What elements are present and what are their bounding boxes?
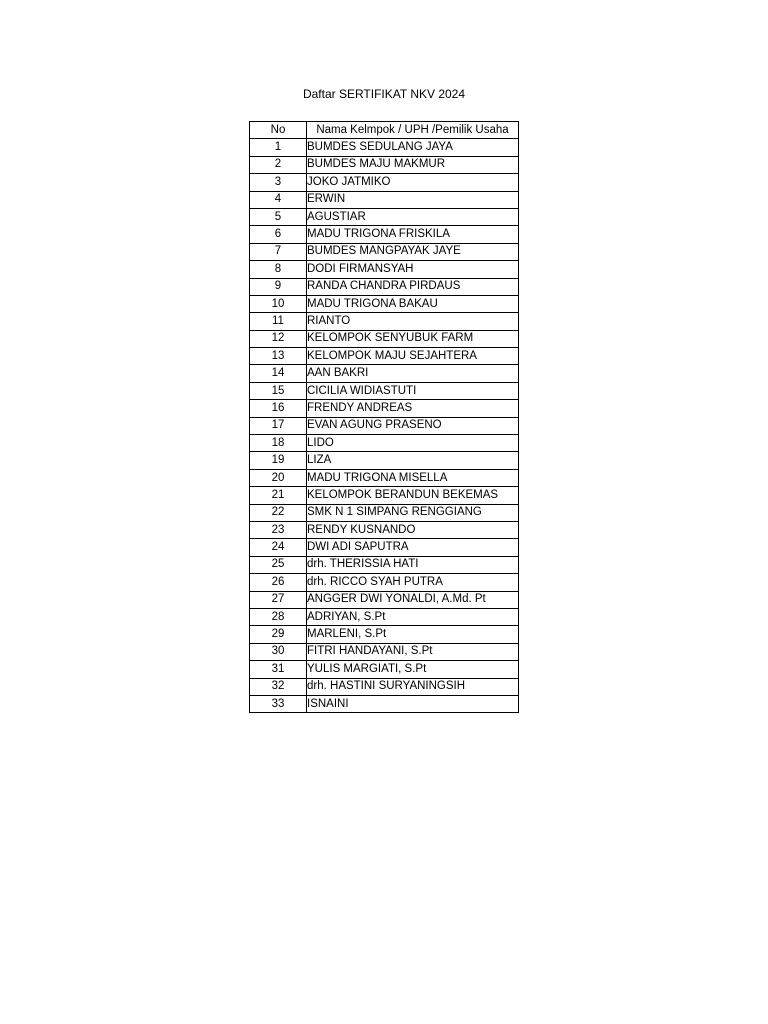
- table-row: [250, 487, 519, 504]
- column-header-no: No: [250, 122, 307, 139]
- row-number: 6: [250, 226, 307, 243]
- certificate-table: [249, 121, 519, 713]
- table-row: [250, 330, 519, 347]
- table-row: [250, 243, 519, 260]
- table-row: [250, 469, 519, 486]
- row-number: 25: [250, 556, 307, 573]
- table-row: [250, 313, 519, 330]
- table-row: [250, 226, 519, 243]
- row-name: LIDO: [307, 435, 519, 452]
- row-number: 18: [250, 435, 307, 452]
- table-row: [250, 295, 519, 312]
- row-name: drh. RICCO SYAH PUTRA: [307, 574, 519, 591]
- table-row: [250, 452, 519, 469]
- table-row: [250, 382, 519, 399]
- row-name: RANDA CHANDRA PIRDAUS: [307, 278, 519, 295]
- row-number: 23: [250, 521, 307, 538]
- row-name: RIANTO: [307, 313, 519, 330]
- row-number: 15: [250, 382, 307, 399]
- table-row: [250, 365, 519, 382]
- row-name: ADRIYAN, S.Pt: [307, 608, 519, 625]
- table-row: [250, 348, 519, 365]
- document-title: Daftar SERTIFIKAT NKV 2024: [302, 87, 466, 101]
- row-name: MADU TRIGONA BAKAU: [307, 295, 519, 312]
- row-name: AGUSTIAR: [307, 208, 519, 225]
- row-number: 21: [250, 487, 307, 504]
- table-row: [250, 400, 519, 417]
- row-number: 13: [250, 348, 307, 365]
- row-name: MARLENI, S.Pt: [307, 626, 519, 643]
- row-number: 3: [250, 174, 307, 191]
- row-number: 5: [250, 208, 307, 225]
- row-number: 2: [250, 156, 307, 173]
- row-number: 29: [250, 626, 307, 643]
- row-name: BUMDES MAJU MAKMUR: [307, 156, 519, 173]
- row-number: 19: [250, 452, 307, 469]
- row-number: 33: [250, 695, 307, 712]
- row-number: 20: [250, 469, 307, 486]
- row-number: 27: [250, 591, 307, 608]
- row-number: 26: [250, 574, 307, 591]
- table-row: [250, 643, 519, 660]
- row-number: 4: [250, 191, 307, 208]
- row-name: FITRI HANDAYANI, S.Pt: [307, 643, 519, 660]
- table-body: [250, 139, 519, 713]
- row-name: KELOMPOK BERANDUN BEKEMAS: [307, 487, 519, 504]
- row-name: ISNAINI: [307, 695, 519, 712]
- row-name: BUMDES SEDULANG JAYA: [307, 139, 519, 156]
- row-name: AAN BAKRI: [307, 365, 519, 382]
- row-name: JOKO JATMIKO: [307, 174, 519, 191]
- table-row: [250, 139, 519, 156]
- column-header-name: Nama Kelmpok / UPH /Pemilik Usaha: [307, 122, 519, 139]
- table-row: [250, 626, 519, 643]
- row-name: drh. HASTINI SURYANINGSIH: [307, 678, 519, 695]
- table-row: [250, 191, 519, 208]
- table-row: [250, 504, 519, 521]
- row-name: SMK N 1 SIMPANG RENGGIANG: [307, 504, 519, 521]
- row-number: 31: [250, 661, 307, 678]
- row-number: 22: [250, 504, 307, 521]
- row-name: RENDY KUSNANDO: [307, 521, 519, 538]
- row-number: 11: [250, 313, 307, 330]
- row-number: 7: [250, 243, 307, 260]
- row-number: 12: [250, 330, 307, 347]
- table-header-row: [250, 122, 519, 139]
- table-row: [250, 608, 519, 625]
- row-number: 30: [250, 643, 307, 660]
- row-number: 16: [250, 400, 307, 417]
- table-row: [250, 539, 519, 556]
- table-row: [250, 521, 519, 538]
- row-name: ANGGER DWI YONALDI, A.Md. Pt: [307, 591, 519, 608]
- row-number: 32: [250, 678, 307, 695]
- row-number: 24: [250, 539, 307, 556]
- row-name: DODI FIRMANSYAH: [307, 261, 519, 278]
- row-name: BUMDES MANGPAYAK JAYE: [307, 243, 519, 260]
- row-name: FRENDY ANDREAS: [307, 400, 519, 417]
- row-number: 10: [250, 295, 307, 312]
- row-number: 28: [250, 608, 307, 625]
- row-name: EVAN AGUNG PRASENO: [307, 417, 519, 434]
- row-number: 8: [250, 261, 307, 278]
- row-name: CICILIA WIDIASTUTI: [307, 382, 519, 399]
- row-number: 14: [250, 365, 307, 382]
- table-row: [250, 278, 519, 295]
- row-name: LIZA: [307, 452, 519, 469]
- row-number: 17: [250, 417, 307, 434]
- row-name: ERWIN: [307, 191, 519, 208]
- row-number: 1: [250, 139, 307, 156]
- row-number: 9: [250, 278, 307, 295]
- row-name: MADU TRIGONA MISELLA: [307, 469, 519, 486]
- table-row: [250, 174, 519, 191]
- row-name: KELOMPOK MAJU SEJAHTERA: [307, 348, 519, 365]
- table-row: [250, 574, 519, 591]
- table-row: [250, 435, 519, 452]
- table-row: [250, 417, 519, 434]
- row-name: DWI ADI SAPUTRA: [307, 539, 519, 556]
- row-name: YULIS MARGIATI, S.Pt: [307, 661, 519, 678]
- row-name: drh. THERISSIA HATI: [307, 556, 519, 573]
- table-row: [250, 261, 519, 278]
- table-row: [250, 591, 519, 608]
- table-row: [250, 156, 519, 173]
- table-row: [250, 661, 519, 678]
- row-name: MADU TRIGONA FRISKILA: [307, 226, 519, 243]
- table-row: [250, 556, 519, 573]
- row-name: KELOMPOK SENYUBUK FARM: [307, 330, 519, 347]
- table-row: [250, 208, 519, 225]
- table-row: [250, 678, 519, 695]
- table-row: [250, 695, 519, 712]
